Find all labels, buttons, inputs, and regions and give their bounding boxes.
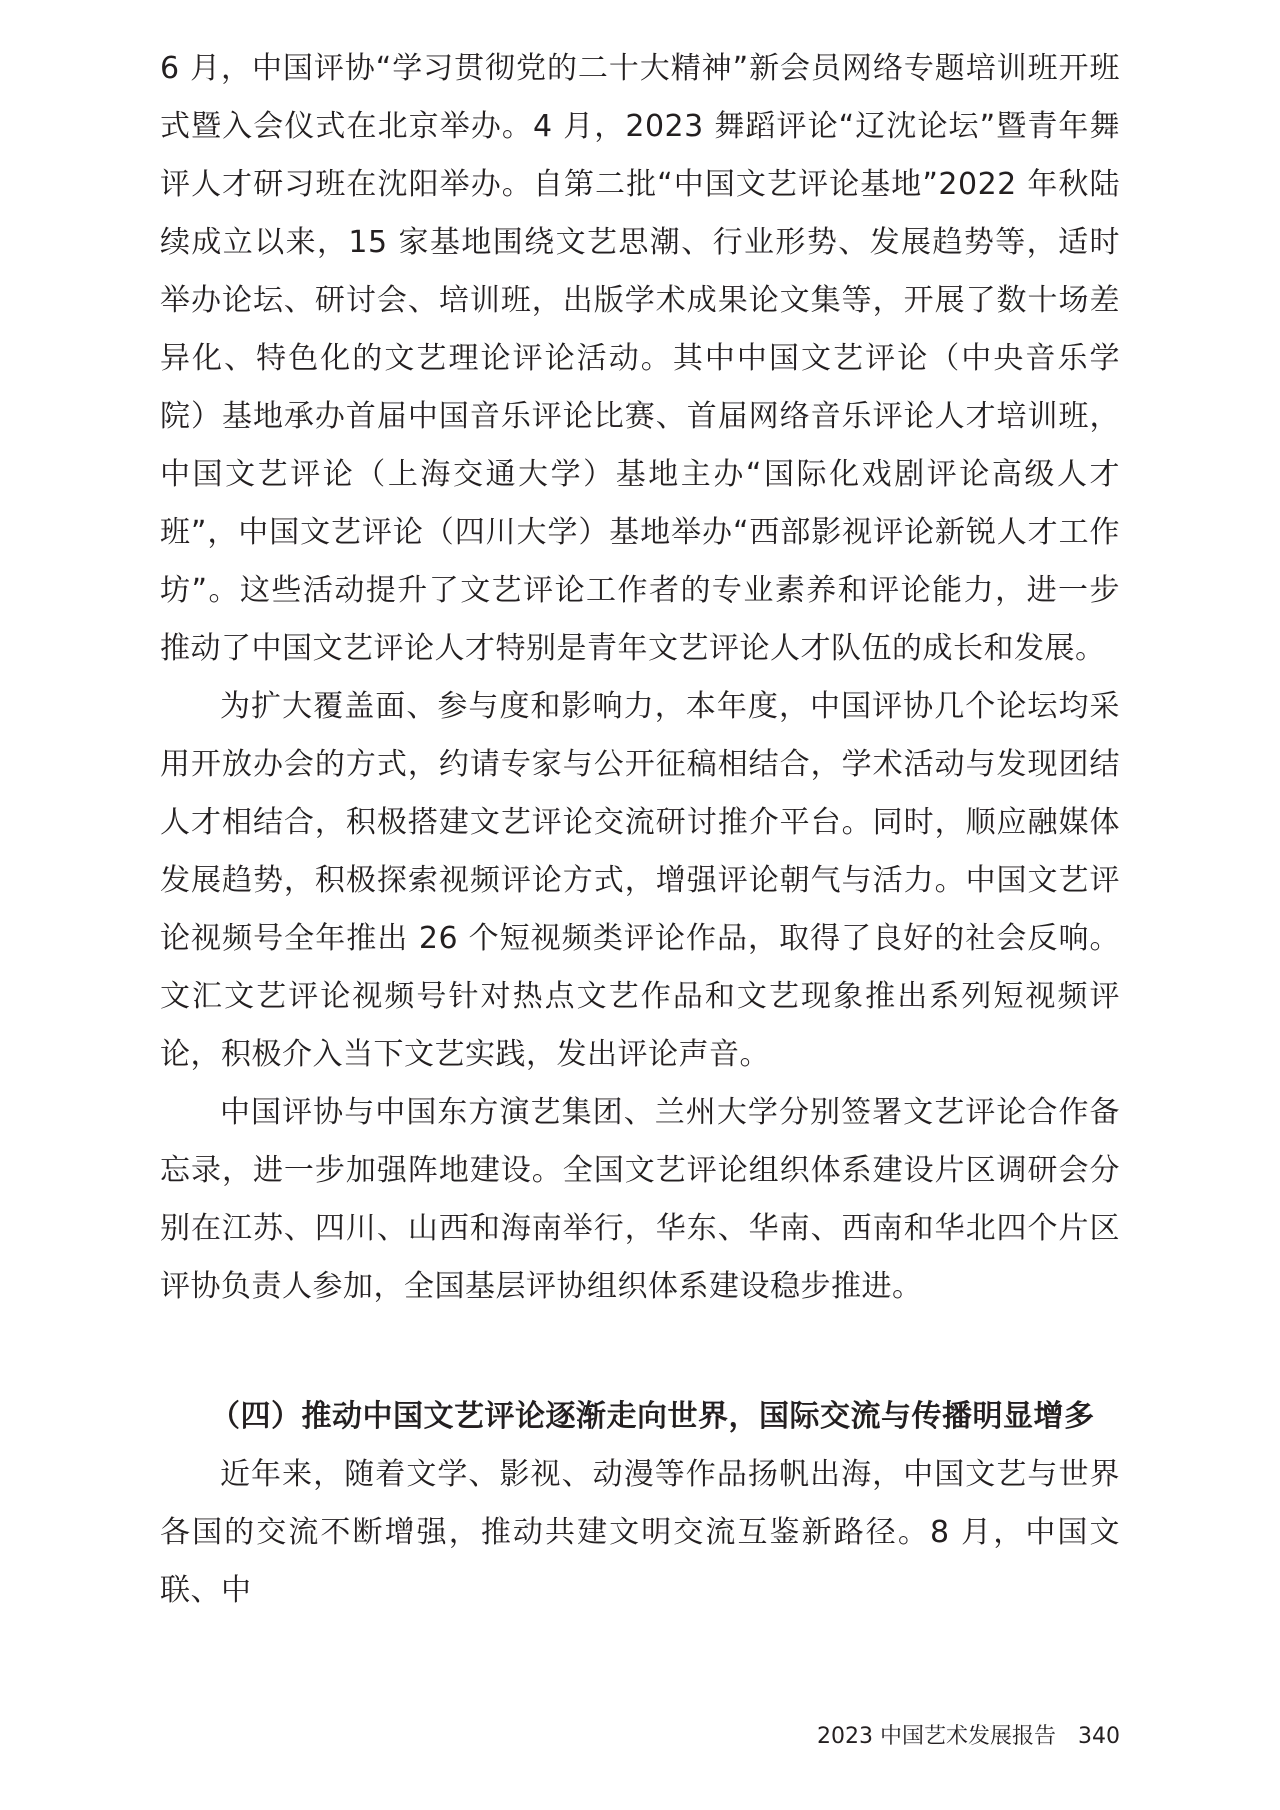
body-paragraph-1: 6 月，中国评协“学习贯彻党的二十大精神”新会员网络专题培训班开班式暨入会仪式在北京举办。4 月，2023 舞蹈评论“辽沈论坛”暨青年舞评人才研习班在沈阳举办。自第二批“中国文艺评论基地”2022 年秋陆续成立以来，15 家基地围绕文艺思潮、行业形势、发展趋势等，适时举办论坛、研讨会、培训班，出版学术成果论文集等，开展了数十场差异化、特色化的文艺理论评论活动。其中中国文艺评论（中央音乐学院）基地承办首届中国音乐评论比赛、首届网络音乐评论人才培训班，中国文艺评论（上海交通大学）基地主办“国际化戏剧评论高级人才班”，中国文艺评论（四川大学）基地举办“西部影视评论新锐人才工作坊”。这些活动提升了文艺评论工作者的专业素养和评论能力，进一步推动了中国文艺评论人才特别是青年文艺评论人才队伍的成长和发展。: [160, 51, 1120, 666]
section-heading: （四）推动中国文艺评论逐渐走向世界，国际交流与传播明显增多: [210, 1399, 1095, 1434]
page-number: 340: [1078, 1724, 1120, 1749]
page-body: [160, 40, 1120, 1620]
body-paragraph-2: 为扩大覆盖面、参与度和影响力，本年度，中国评协几个论坛均采用开放办会的方式，约请专家与公开征稿相结合，学术活动与发现团结人才相结合，积极搭建文艺评论交流研讨推介平台。同时，顺应融媒体发展趋势，积极探索视频评论方式，增强评论朝气与活力。中国文艺评论视频号全年推出 26 个短视频类评论作品，取得了良好的社会反响。文汇文艺评论视频号针对热点文艺作品和文艺现象推出系列短视频评论，积极介入当下文艺实践，发出评论声音。: [160, 689, 1120, 1072]
page-footer: [817, 1722, 1120, 1752]
body-paragraph-3: 中国评协与中国东方演艺集团、兰州大学分别签署文艺评论合作备忘录，进一步加强阵地建设。全国文艺评论组织体系建设片区调研会分别在江苏、四川、山西和海南举行，华东、华南、西南和华北四个片区评协负责人参加，全国基层评协组织体系建设稳步推进。: [160, 1095, 1120, 1304]
section-paragraph: 近年来，随着文学、影视、动漫等作品扬帆出海，中国文艺与世界各国的交流不断增强，推动共建文明交流互鉴新路径。8 月，中国文联、中: [160, 1457, 1120, 1608]
report-title: 2023 中国艺术发展报告: [817, 1724, 1056, 1749]
